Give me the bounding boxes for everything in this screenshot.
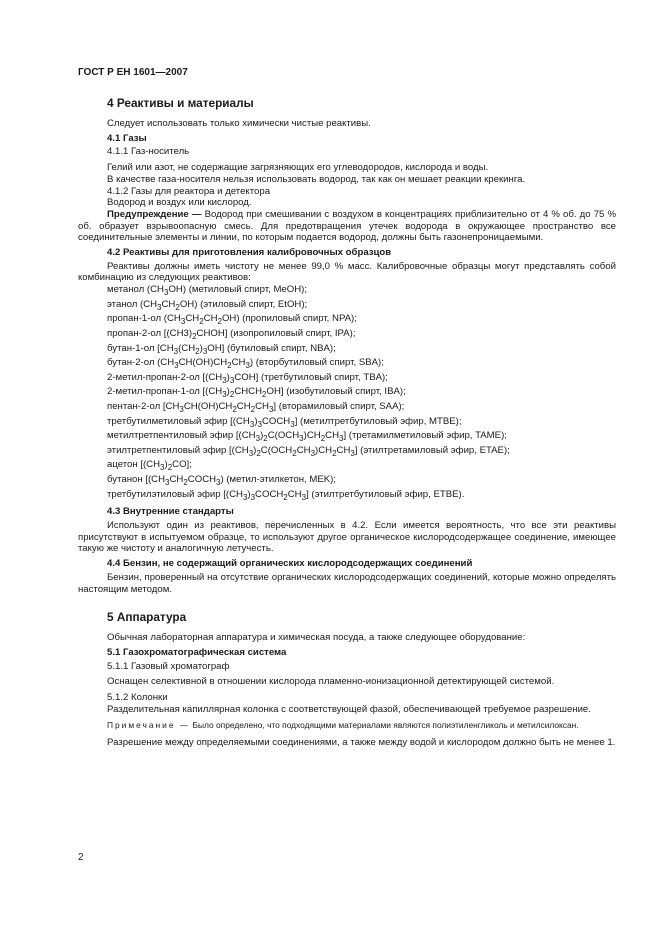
subsection-4-1-2-title: 4.1.2 Газы для реактора и детектора [107, 185, 271, 197]
reagent-item: 2-метил-пропан-1-ол $[(CH_3)_2CHCH_2OH]$ (изобутиловый спирт, IBA); [107, 386, 406, 400]
paragraph-5-1-2-b: Разрешение между определяемыми соединениями, а также между водой и кислородом должно быть не менее 1. [107, 737, 616, 749]
warning-label: Предупреждение — [107, 208, 202, 220]
subsection-4-1-1-title: 4.1.1 Газ-носитель [107, 146, 190, 158]
paragraph-5-1-2: Разделительная капиллярная колонка с соответствующей фазой, обеспечивающей требуемое разрешение. [107, 703, 591, 715]
reagent-item: третбутилэтиловый эфир $[(CH_3)_3COCH_2CH_3]$ (этилтретбутиловый эфир, ETBE). [107, 488, 465, 502]
section-5-title: 5 Аппаратура [107, 610, 187, 625]
page-content [78, 95, 616, 749]
paragraph-4-1-2: Водород и воздух или кислород. [107, 197, 252, 209]
reagent-item: бутанон [$(CH_3CH_2COCH_3)$ (метил-этилкетон, MEK); [107, 474, 336, 487]
reagent-item: пропан-1-ол $(CH_3CH_2CH_2OH)$ (пропиловый спирт, NPA); [107, 313, 357, 327]
paragraph-4-1-1-a: Гелий или азот, не содержащие загрязняющих его углеводородов, кислорода и воды. [107, 162, 489, 174]
section-4-intro: Следует использовать только химически чистые реактивы. [107, 118, 371, 129]
reagent-item: ацетон $[(CH_3)_2CO]$; [107, 459, 192, 473]
subsection-5-1-1-title: 5.1.1 Газовый хроматограф [107, 660, 230, 672]
reagent-item: пентан-2-ол $[CH_3CH(OH)CH_2CH_2CH_3]$ (вторамиловый спирт, SAA); [107, 401, 405, 414]
note-paragraph [78, 720, 616, 731]
reagent-item: этанол $(CH_3CH_2OH)$ (этиловый спирт, EtOH); [107, 298, 308, 312]
section-5-intro: Обычная лабораторная аппаратура и химическая посуда, а также следующее оборудование: [107, 632, 526, 644]
subsection-4-3-title: 4.3 Внутренние стандарты [107, 506, 234, 518]
paragraph-5-1-1: Оснащен селективной в отношении кислорода пламенно-ионизационной детектирующей системой. [107, 676, 555, 688]
reagent-item: бутан-1-ол $[CH_3(CH_2)_3OH]$ (бутиловый спирт, NBA); [107, 342, 336, 356]
reagent-item: метилтретпентиловый эфир $[(CH_3)_2C(OCH_3)CH_2CH_3]$ (третамилметиловый эфир, TAME); [107, 430, 507, 444]
subsection-4-2-title: 4.2 Реактивы для приготовления калибровочных образцов [107, 247, 392, 259]
warning-paragraph [78, 209, 616, 244]
paragraph-4-4: Бензин, проверенный на отсутствие органических кислородсодержащих соединений, которые можно определять настоящим методом. [78, 571, 616, 595]
subsection-5-1-title: 5.1 Газохроматографическая система [107, 646, 287, 658]
warning-text: Водород при смешивании с воздухом в концентрациях приблизительно от 4 % об. до 75 % об. образует взрывоопасную смесь. Для предотвращения утечек водорода в окружающее пространство все соединительные элементы и линии, по которым подается водород, должны быть газонепроницаемыми. [78, 208, 617, 244]
reagent-item: этилтретпентиловый эфир $[(CH_3)_2C(OCH_2CH_3)CH_2CH_3]$ (этилтретамиловый эфир, ETAE); [107, 444, 510, 458]
paragraph-4-2: Реактивы должны иметь чистоту не менее 99,0 % масс. Калибровочные образцы могут представлять собой комбинацию из следующих реактивов: [78, 260, 616, 284]
reagent-item: пропан-2-ол $[(CH3)_2CHOH]$ (изопропиловый спирт, IPA); [107, 327, 356, 341]
paragraph-4-3: Используют один из реактивов, перечисленных в 4.2. Если имеется вероятность, что все эти реактивы присутствуют в испытуемом образце, то используют другое органическое кислородсодержащее соединение, имеющее такую же чистоту и аналогичную летучесть. [78, 519, 616, 555]
paragraph-4-1-1-b: В качестве газа-носителя нельзя использовать водород, так как он мешает реакции крекинга. [107, 173, 526, 185]
reagent-item: метанол $(CH_3OH)$ (метиловый спирт, MeOH); [107, 284, 308, 298]
section-4-title: 4 Реактивы и материалы [107, 96, 254, 110]
standard-code: ГОСТ Р ЕН 1601—2007 [78, 67, 188, 78]
reagent-item: бутан-2-ол $(CH_3CH(OH)CH_2CH_3)$ (вторбутиловый спирт, SBA); [107, 357, 384, 371]
reagent-item: 2-метил-пропан-2-ол $[(CH_3)_3COH]$ (третбутиловый спирт, TBA); [107, 371, 388, 385]
reagent-item: третбутилметиловый эфир $[(CH_3)_3COCH_3]$ (метилтретбутиловый эфир, MTBE); [107, 415, 462, 429]
page-number: 2 [78, 852, 84, 863]
subsection-4-4-title: 4.4 Бензин, не содержащий органических кислородсодержащих соединений [107, 558, 473, 570]
note-label: Примечание — [107, 720, 191, 731]
note-text: Было определено, что подходящими материалами являются полиэтиленгликоль и метилсилоксан. [190, 720, 579, 731]
subsection-5-1-2-title: 5.1.2 Колонки [107, 692, 168, 704]
reagent-list [78, 284, 616, 503]
subsection-4-1-title: 4.1 Газы [107, 132, 147, 144]
